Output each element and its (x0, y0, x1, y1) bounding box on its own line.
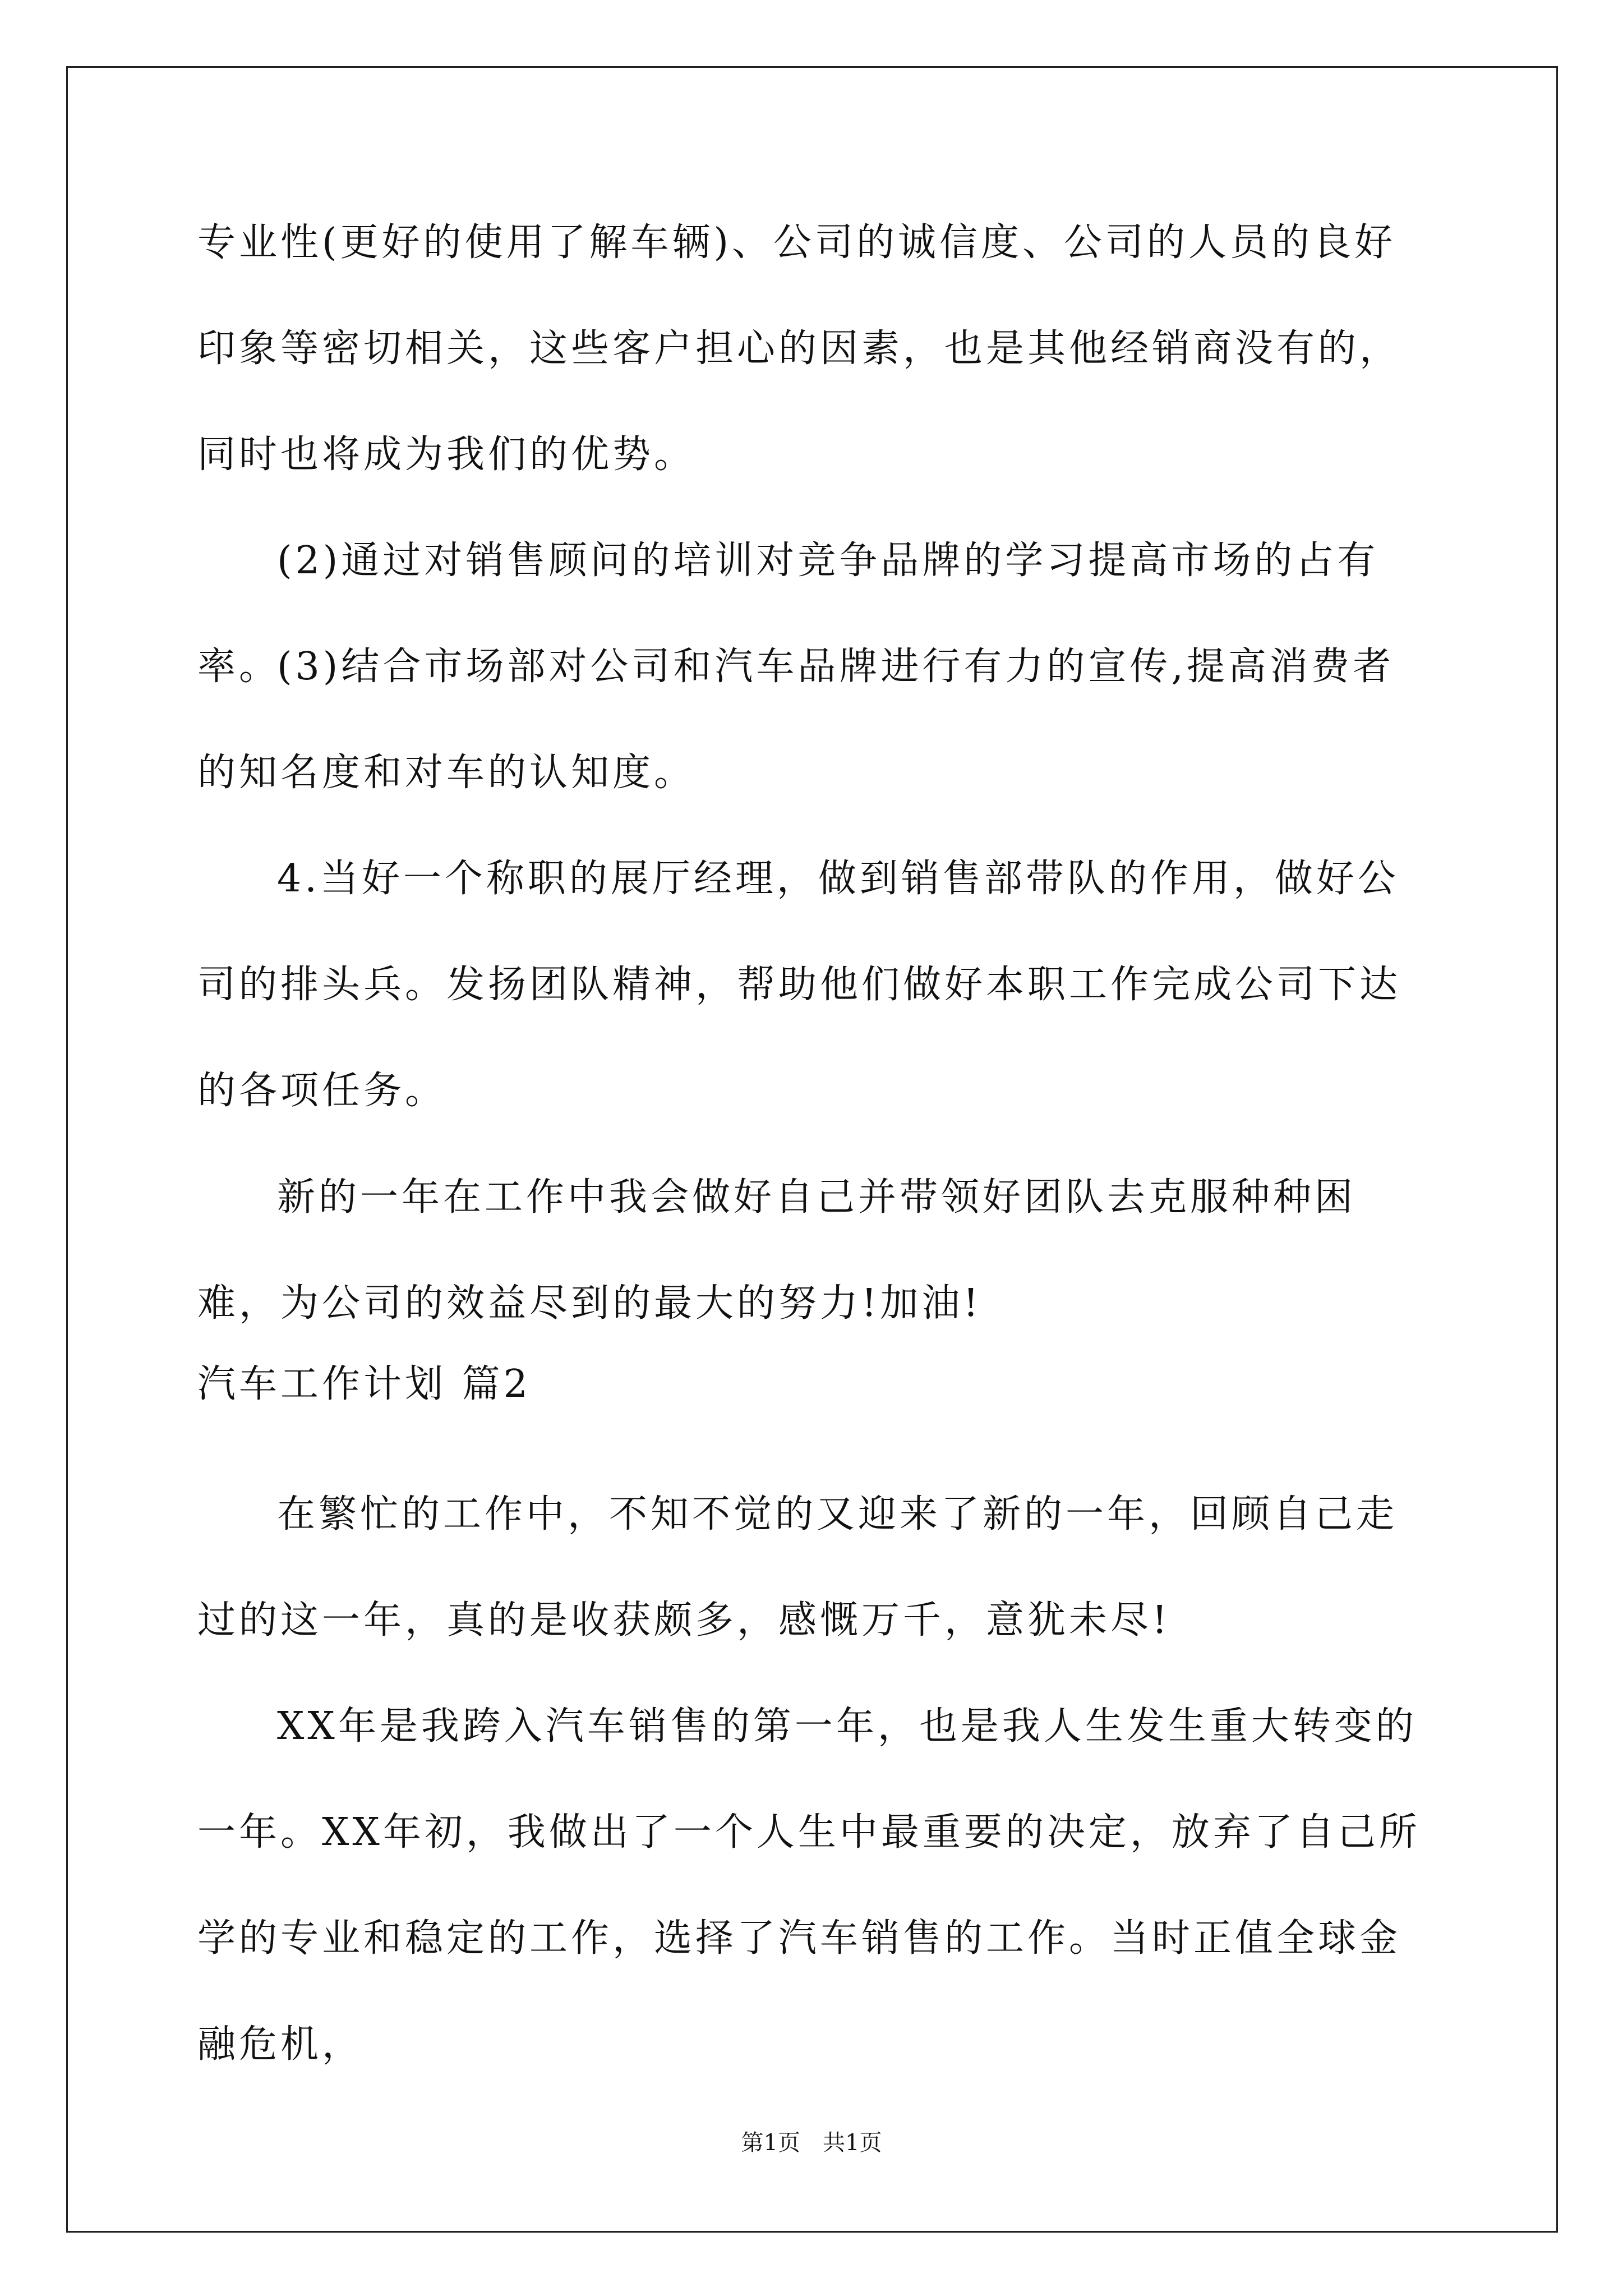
paragraph-3: (3)结合市场部对公司和汽车品牌进行有力的宣传,提高消费者的知名度和对车的认知度。 (197, 645, 1394, 795)
paragraph-5: 新的一年在工作中我会做好自己并带领好团队去克服种种困难，为公司的效益尽到的最大的努力!加油! (197, 1175, 1357, 1326)
section-heading: 汽车工作计划 篇2 (197, 1362, 531, 1406)
paragraph-8: XX年是我跨入汽车销售的第一年，也是我人生发生重大转变的一年。XX年初，我做出了一个人生中最重要的决定，放弃了自己所学的专业和稳定的工作，选择了汽车销售的工作。当时正值全球金融危机， (197, 1704, 1421, 2067)
paragraph-2: (2)通过对销售顾问的培训对竞争品牌的学习提高市场的占有率。 (197, 539, 1379, 689)
page-footer: 第1页 共1页 (741, 2130, 882, 2156)
paragraph-7: 在繁忙的工作中，不知不觉的又迎来了新的一年，回顾自己走过的这一年，真的是收获颇多，感慨万千，意犹未尽! (197, 1492, 1398, 1642)
paragraph-4: 4.当好一个称职的展厅经理，做到销售部带队的作用，做好公司的排头兵。发扬团队精神，帮助他们做好本职工作完成公司下达的各项任务。 (197, 857, 1401, 1113)
paragraph-1: 专业性(更好的使用了解车辆)、公司的诚信度、公司的人员的良好印象等密切相关，这些客户担心的因素，也是其他经销商没有的，同时也将成为我们的优势。 (197, 220, 1401, 477)
